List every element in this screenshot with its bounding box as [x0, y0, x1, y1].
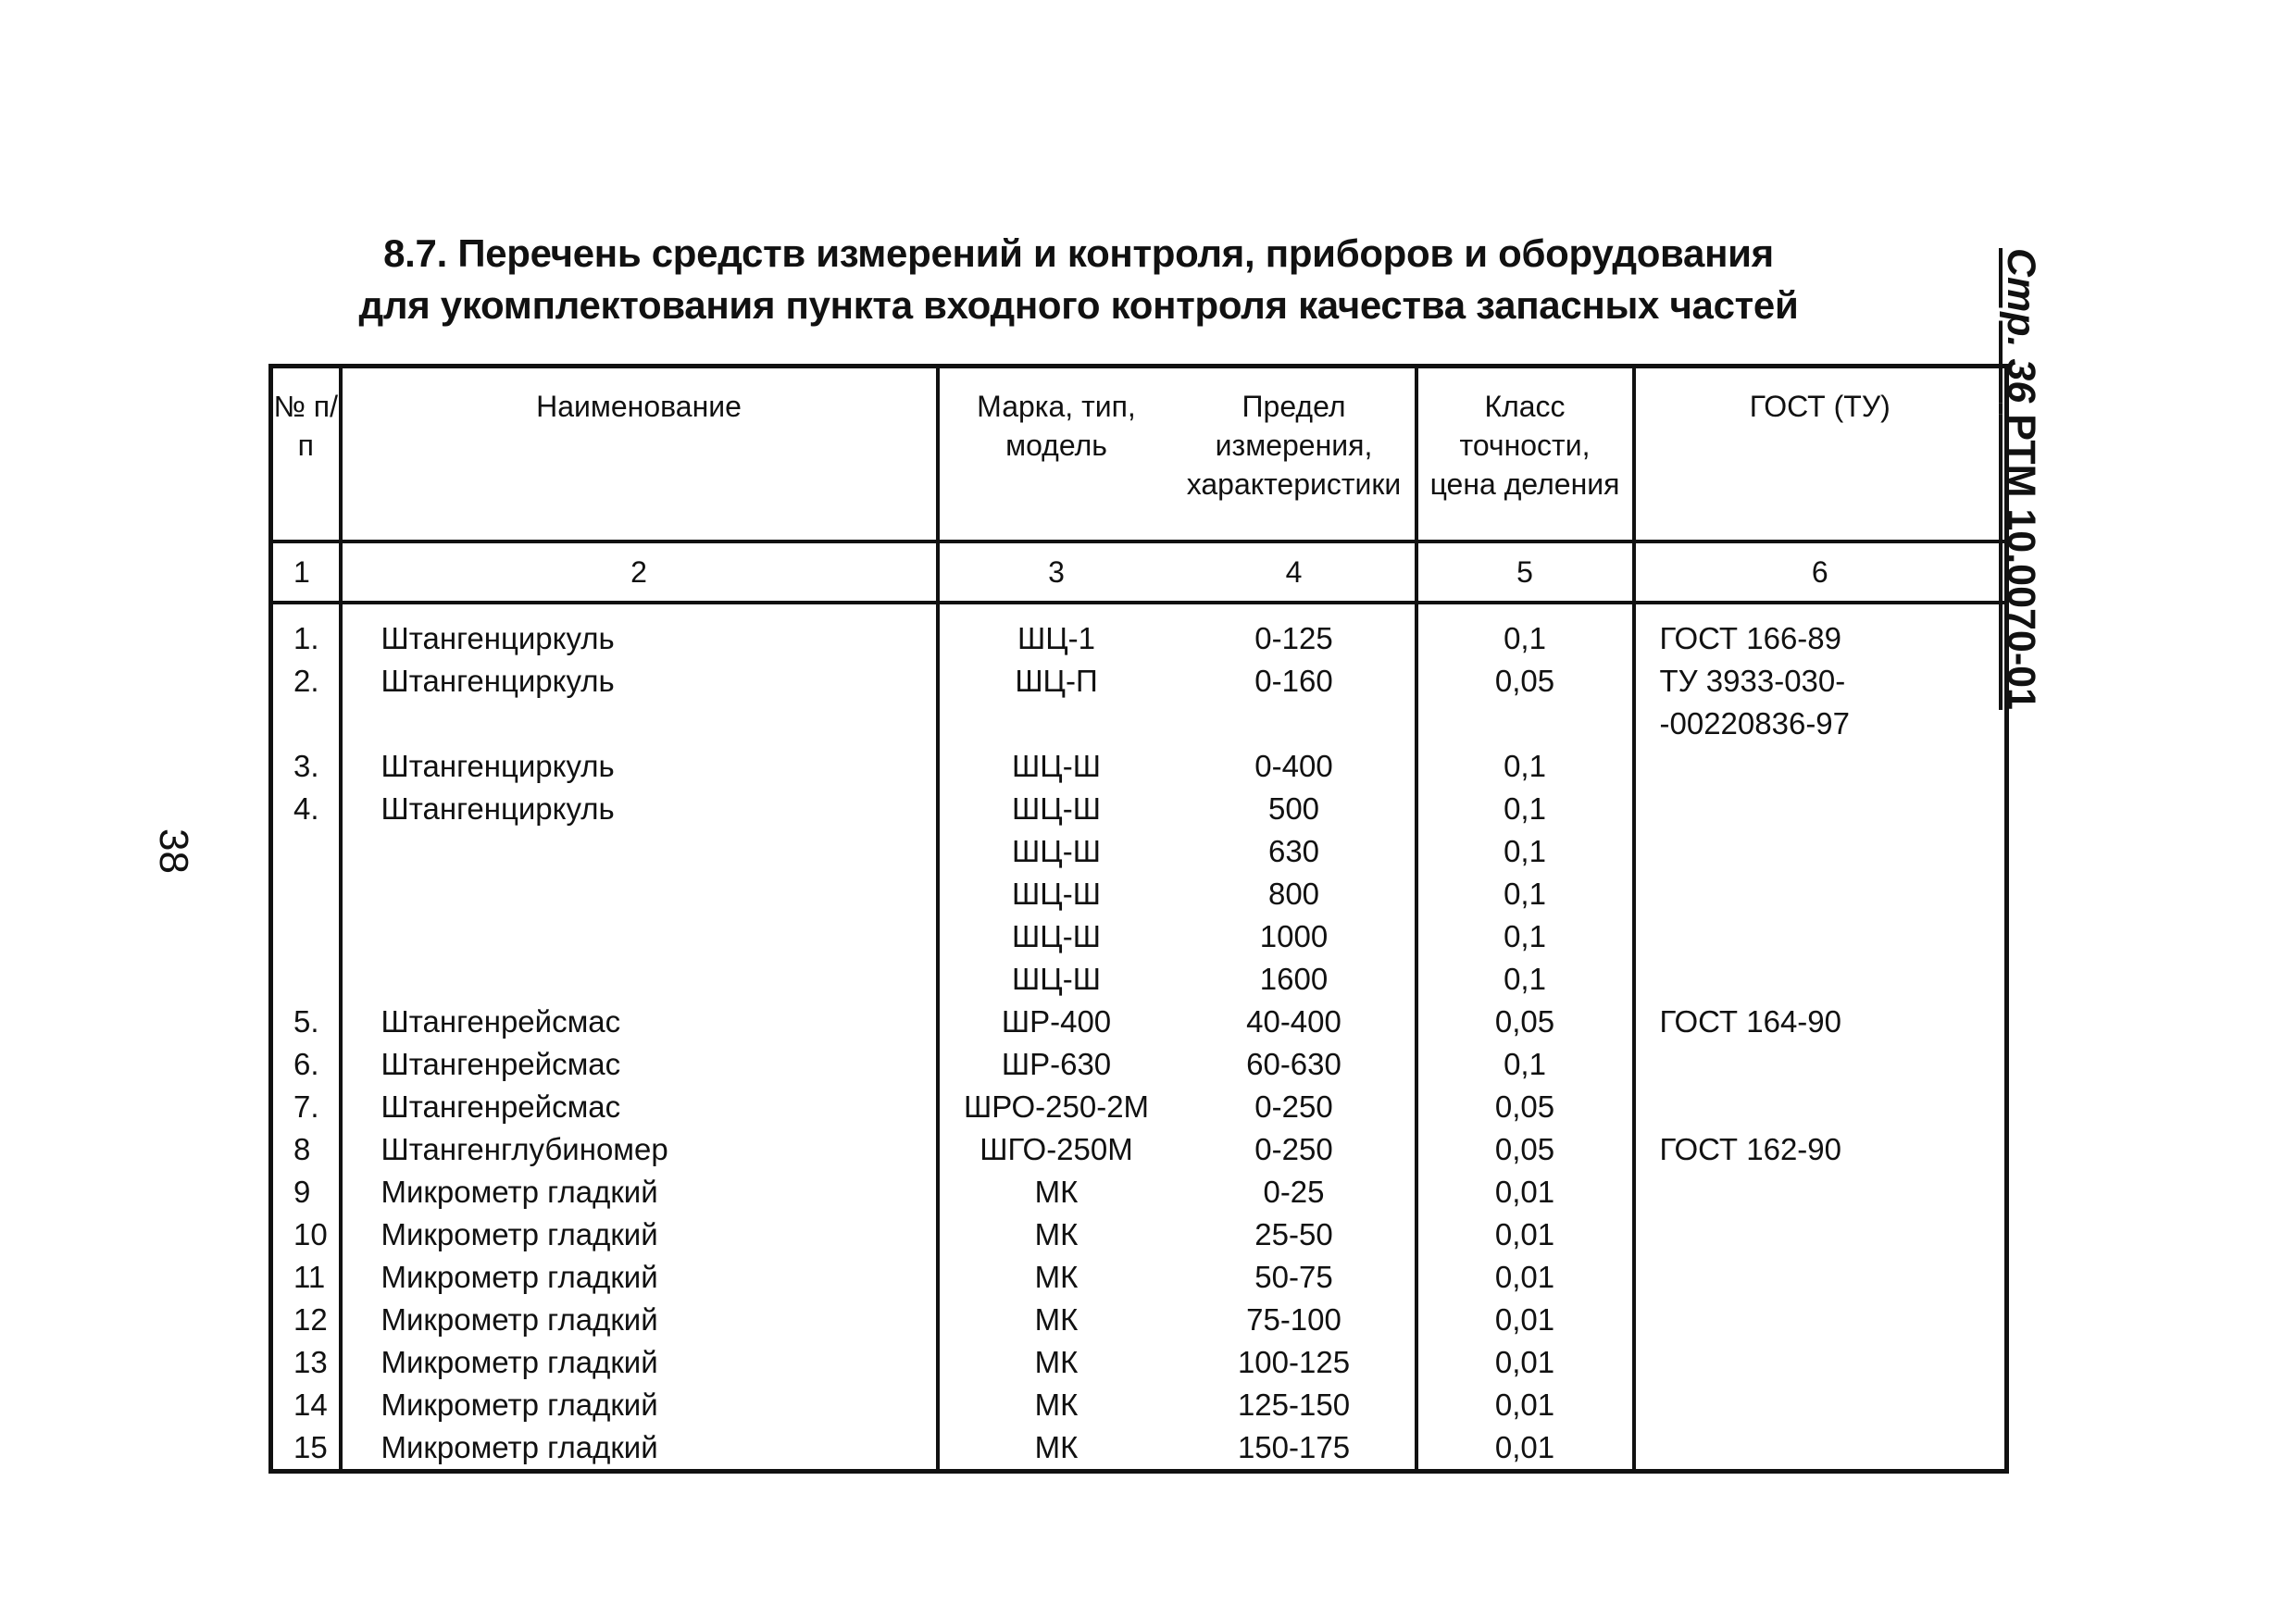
table-cell-num: 8: [293, 1132, 311, 1166]
column-class-cell: [1416, 603, 1634, 1472]
table-cell-model: ШЦ-Ш: [1012, 962, 1101, 996]
column-model-cell: [938, 603, 1174, 1472]
table-cell-name: Микрометр гладкий: [381, 1175, 658, 1209]
table-cell-class: 0,1: [1504, 791, 1546, 826]
table-cell-gost: [1660, 1171, 2005, 1214]
table-cell-range: 100-125: [1237, 1345, 1351, 1379]
table-cell-spacer: [293, 703, 339, 745]
column-range-cell: [1174, 603, 1416, 1472]
header-range: Предел измерения, характеристики: [1174, 367, 1416, 542]
table-cell-range: 0-400: [1254, 749, 1333, 783]
table-cell-name: Штангенрейсмас: [381, 1047, 621, 1081]
table-cell-model: МК: [1034, 1345, 1079, 1379]
title-line-2: для укомплектования пункта входного контроля качества запасных частей: [358, 283, 1799, 327]
table-cell-class: 0,1: [1504, 1047, 1546, 1081]
table-cell-gost: [1660, 788, 2005, 830]
table-cell-class: 0,1: [1504, 962, 1546, 996]
table-cell-num: 9: [293, 1175, 311, 1209]
table-cell-num: 13: [293, 1345, 328, 1379]
table-cell-range: 1600: [1259, 962, 1329, 996]
table-cell-class: 0,05: [1494, 1132, 1555, 1166]
table-cell-class: 0,1: [1504, 919, 1546, 953]
table-cell-class: 0,01: [1494, 1430, 1555, 1464]
table-cell-name: Штангенциркуль: [381, 791, 615, 826]
table-cell-range: 125-150: [1237, 1388, 1351, 1422]
table-cell-class: 0,1: [1504, 621, 1546, 655]
table-cell-name: Штангенциркуль: [381, 664, 615, 698]
table-cell-spacer: [940, 703, 1174, 745]
equipment-table: [268, 364, 2009, 1474]
table-cell-gost-continuation: -00220836-97: [1659, 706, 1851, 741]
table-cell-gost: [1660, 1214, 2005, 1256]
table-cell-name: Штангенциркуль: [381, 621, 615, 655]
table-cell-class: 0,01: [1494, 1388, 1555, 1422]
table-cell-model: МК: [1034, 1217, 1079, 1251]
table-cell-name: [381, 958, 936, 1001]
table-cell-num: [293, 958, 339, 1001]
table-cell-class: 0,01: [1494, 1217, 1555, 1251]
table-cell-num: [293, 873, 339, 915]
table-cell-range: 630: [1267, 834, 1320, 868]
table-cell-class: 0,01: [1494, 1175, 1555, 1209]
table-cell-num: 14: [293, 1388, 328, 1422]
table-cell-model: МК: [1034, 1302, 1079, 1337]
table-cell-name: Штангенрейсмас: [381, 1004, 621, 1039]
table-cell-model: МК: [1034, 1430, 1079, 1464]
table-cell-num: 5.: [293, 1004, 319, 1039]
table-cell-model: МК: [1034, 1175, 1079, 1209]
column-number: 4: [1174, 541, 1416, 603]
table-cell-gost: [1660, 1086, 2005, 1128]
table-cell-name: Микрометр гладкий: [381, 1217, 658, 1251]
table-cell-name: Штангенциркуль: [381, 749, 615, 783]
table-cell-gost: [1660, 1256, 2005, 1299]
table-cell-num: 2.: [293, 664, 319, 698]
document-title: [352, 228, 1805, 331]
table-cell-model: МК: [1034, 1260, 1079, 1294]
table-cell-num: 10: [293, 1217, 328, 1251]
side-doc-code: РТМ 10.0070-01: [1999, 414, 2043, 710]
table-cell-name: Микрометр гладкий: [381, 1302, 658, 1337]
table-cell-num: [293, 915, 339, 958]
table-cell-range: 150-175: [1237, 1430, 1351, 1464]
table-cell-model: ШГО-250М: [980, 1132, 1133, 1166]
table-cell-num: 1.: [293, 621, 319, 655]
table-cell-gost: [1660, 873, 2005, 915]
table-cell-spacer: [1418, 703, 1632, 745]
column-number: 2: [341, 541, 938, 603]
table-cell-gost: [1660, 745, 2005, 788]
header-gost: ГОСТ (ТУ): [1634, 367, 2007, 542]
table-cell-name: Микрометр гладкий: [381, 1388, 658, 1422]
table-cell-gost: [1660, 1299, 2005, 1341]
table-cell-class: 0,01: [1494, 1260, 1555, 1294]
table-cell-gost: [1660, 958, 2005, 1001]
title-line-1: 8.7. Перечень средств измерений и контроля, приборов и оборудования: [383, 231, 1774, 275]
table-cell-gost: [1660, 1384, 2005, 1426]
table-cell-range: 25-50: [1254, 1217, 1333, 1251]
table-cell-num: 15: [293, 1430, 328, 1464]
table-cell-model: ШЦ-Ш: [1012, 919, 1101, 953]
table-cell-range: 0-25: [1263, 1175, 1325, 1209]
table-cell-range: 1000: [1259, 919, 1329, 953]
table-cell-class: 0,05: [1494, 664, 1555, 698]
table-cell-gost: ГОСТ 166-89: [1659, 621, 1842, 655]
table-cell-num: 3.: [293, 749, 319, 783]
table-cell-model: ШР-400: [1001, 1004, 1112, 1039]
table-cell-gost: [1660, 1043, 2005, 1086]
table-cell-model: ШЦ-Ш: [1012, 834, 1101, 868]
table-cell-num: 11: [293, 1260, 326, 1294]
column-number: 1: [271, 541, 341, 603]
table-cell-name: [381, 873, 936, 915]
table-cell-range: 60-630: [1246, 1047, 1341, 1081]
table-cell-gost: ТУ 3933-030-: [1659, 664, 1846, 698]
table-cell-spacer: [1174, 703, 1415, 745]
header-num: № п/п: [271, 367, 341, 542]
table-cell-name: Микрометр гладкий: [381, 1345, 658, 1379]
table-cell-num: 6.: [293, 1047, 319, 1081]
table-cell-range: 40-400: [1246, 1004, 1341, 1039]
table-cell-model: ШРО-250-2М: [963, 1089, 1150, 1124]
page-number: 38: [151, 828, 196, 874]
column-num-cell: [271, 603, 341, 1472]
column-name-cell: [341, 603, 938, 1472]
column-number: 6: [1634, 541, 2007, 603]
column-number: 5: [1416, 541, 1634, 603]
header-class: Класс точности, цена деления: [1416, 367, 1634, 542]
table-cell-num: [293, 830, 339, 873]
table-cell-num: 4.: [293, 791, 319, 826]
table-cell-class: 0,1: [1504, 834, 1546, 868]
table-cell-class: 0,1: [1504, 749, 1546, 783]
table-header-row: [271, 367, 2007, 542]
table-cell-gost: [1660, 915, 2005, 958]
table-cell-range: 0-125: [1254, 621, 1333, 655]
table-cell-model: ШР-630: [1001, 1047, 1112, 1081]
table-cell-range: 800: [1267, 877, 1320, 911]
table-cell-gost: [1660, 1341, 2005, 1384]
table-cell-gost: [1660, 830, 2005, 873]
table-cell-spacer: [381, 703, 936, 745]
table-cell-range: 75-100: [1246, 1302, 1341, 1337]
table-cell-name: Штангенглубиномер: [381, 1132, 668, 1166]
table-cell-model: МК: [1034, 1388, 1079, 1422]
table-cell-name: Штангенрейсмас: [381, 1089, 621, 1124]
table-cell-gost: ГОСТ 162-90: [1659, 1132, 1842, 1166]
column-gost-cell: [1634, 603, 2007, 1472]
table-cell-gost: ГОСТ 164-90: [1659, 1004, 1842, 1039]
table-cell-range: 500: [1267, 791, 1320, 826]
table-cell-range: 0-160: [1254, 664, 1333, 698]
table-cell-num: 12: [293, 1302, 328, 1337]
table-cell-model: ШЦ-П: [1015, 664, 1098, 698]
table-cell-class: 0,05: [1494, 1089, 1555, 1124]
header-model: Марка, тип, модель: [938, 367, 1174, 542]
column-number-row: [271, 541, 2007, 603]
table-cell-name: [381, 915, 936, 958]
table-cell-class: 0,1: [1504, 877, 1546, 911]
header-name: Наименование: [341, 367, 938, 542]
table-cell-range: 50-75: [1254, 1260, 1333, 1294]
side-page-label: Стр. 36: [1999, 248, 2043, 404]
table-cell-range: 0-250: [1254, 1132, 1333, 1166]
table-cell-range: 0-250: [1254, 1089, 1333, 1124]
table-cell-name: Микрометр гладкий: [381, 1260, 658, 1294]
table-cell-gost: [1660, 1426, 2005, 1469]
table-cell-class: 0,05: [1494, 1004, 1555, 1039]
table-cell-class: 0,01: [1494, 1345, 1555, 1379]
table-cell-name: [381, 830, 936, 873]
table-cell-model: ШЦ-1: [1017, 621, 1095, 655]
table-cell-model: ШЦ-Ш: [1012, 791, 1101, 826]
table-cell-name: Микрометр гладкий: [381, 1430, 658, 1464]
table-cell-model: ШЦ-Ш: [1012, 877, 1101, 911]
column-number: 3: [938, 541, 1174, 603]
table-cell-num: 7.: [293, 1089, 319, 1124]
table-cell-class: 0,01: [1494, 1302, 1555, 1337]
table-cell-model: ШЦ-Ш: [1012, 749, 1101, 783]
table-body: [271, 603, 2007, 1472]
